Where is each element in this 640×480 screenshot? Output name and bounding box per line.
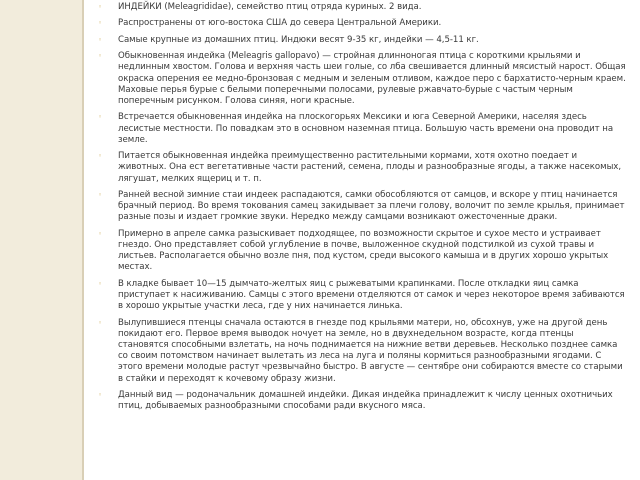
sidebar-divider — [82, 0, 84, 480]
bullet-icon: ◦ — [98, 19, 103, 28]
bullet-item — [94, 18, 626, 29]
bullet-icon: ◦ — [98, 52, 103, 61]
bullet-icon: ◦ — [98, 318, 103, 327]
bullet-icon: ◦ — [98, 113, 103, 122]
bullet-text: Самые крупные из домашних птиц. Индюки весят 9-35 кг, индейки — 4,5-11 кг. — [118, 34, 479, 45]
bullet-item — [94, 2, 626, 13]
bullet-item — [94, 112, 626, 146]
bullet-text: Ранней весной зимние стаи индеек распадаются, самки обособляются от самцов, и вскоре у птиц начинается брачный период. Во время токования самец закидывает за плечи голову, волочит по земле крылья, принимает разные позы и издает громкие звуки. Нередко между самцами возникают ожесточенные драки. — [118, 189, 625, 223]
bullet-text: Данный вид — родоначальник домашней индейки. Дикая индейка принадлежит к числу ценных охотничьих птиц, добываемых разнообразными способами ради вкусного мяса. — [118, 389, 613, 412]
slide-content — [94, 2, 626, 478]
bullet-item — [94, 229, 626, 274]
bullet-text: Примерно в апреле самка разыскивает подходящее, по возможности скрытое и сухое место и устраивает гнездо. Оно представляет собой углубление в почве, выложенное скудной подстилкой из сухой травы и листьев. Располагается обычно возле пня, под кустом, среди высокого камыша и в других хорошо укрытых местах. — [118, 228, 609, 273]
bullet-icon: ◦ — [98, 152, 103, 161]
bullet-text: Распространены от юго-востока США до севера Центральной Америки. — [118, 18, 442, 29]
bullet-item — [94, 190, 626, 224]
bullet-item — [94, 318, 626, 385]
bullet-item — [94, 279, 626, 313]
bullet-text: Обыкновенная индейка (Meleagris gallopavo) — стройная длинноногая птица с короткими крыльями и недлинным хвостом. Голова и верхняя часть шеи голые, со лба свешивается длинный мясистый нарост. Общая окраска оперения ее медно-бронзовая с медным и зеленым отливом, каждое перо с бархатисто-черным краем. Маховые перья бурые с белыми поперечными полосами, рулевые ржавчато-бурые с частым черным поперечным рисунком. Голова синяя, ноги красные. — [118, 51, 626, 106]
bullet-icon: ◦ — [98, 229, 103, 238]
bullet-item — [94, 390, 626, 412]
bullet-item — [94, 35, 626, 46]
bullet-text: В кладке бывает 10—15 дымчато-желтых яиц с рыжеватыми крапинками. После откладки яиц самка приступает к насиживанию. Самцы с этого времени отделяются от самок и через некоторое время забиваются в хорошо укрытые участки леса, где у них начинается линька. — [118, 278, 625, 312]
bullet-text: Питается обыкновенная индейка преимущественно растительными кормами, хотя охотно поедает и животных. Она ест вегетативные части растений, семена, плоды и разнообразные ягоды, а также насекомых, лягушат, мелких ящериц и т. п. — [118, 151, 622, 184]
bullet-text: ИНДЕЙКИ (Meleagrididae), семейство птиц отряда куриных. 2 вида. — [118, 2, 422, 12]
bullet-item — [94, 51, 626, 107]
bullet-icon: ◦ — [98, 35, 103, 44]
slide-sidebar-decoration — [0, 0, 82, 480]
bullet-icon: ◦ — [98, 390, 103, 399]
bullet-icon: ◦ — [98, 279, 103, 288]
bullet-icon: ◦ — [98, 190, 103, 199]
bullet-icon: ◦ — [98, 3, 103, 11]
bullet-item — [94, 151, 626, 185]
bullet-text: Встречается обыкновенная индейка на плоскогорьях Мексики и юга Северной Америки, населяя здесь лесистые местности. По повадкам это в основном наземная птица. Большую часть времени она проводит на земле. — [118, 112, 614, 145]
bullet-text: Вылупившиеся птенцы сначала остаются в гнезде под крыльями матери, но, обсохнув, уже на другой день покидают его. Первое время выводок ночует на земле, но в двухнедельном возрасте, когда птенцы становятся способными взлетать, на ночь поднимается на нижние ветви деревьев. Несколько позднее самка со своим потомством начинает вылетать из леса на луга и поляны кормиться разнообразными ягодами. С этого времени молодые растут чрезвычайно быстро. В августе — сентябре они собираются вместе со старыми в стайки и переходят к кочевому образу жизни. — [118, 317, 623, 384]
bullet-list — [94, 2, 626, 412]
